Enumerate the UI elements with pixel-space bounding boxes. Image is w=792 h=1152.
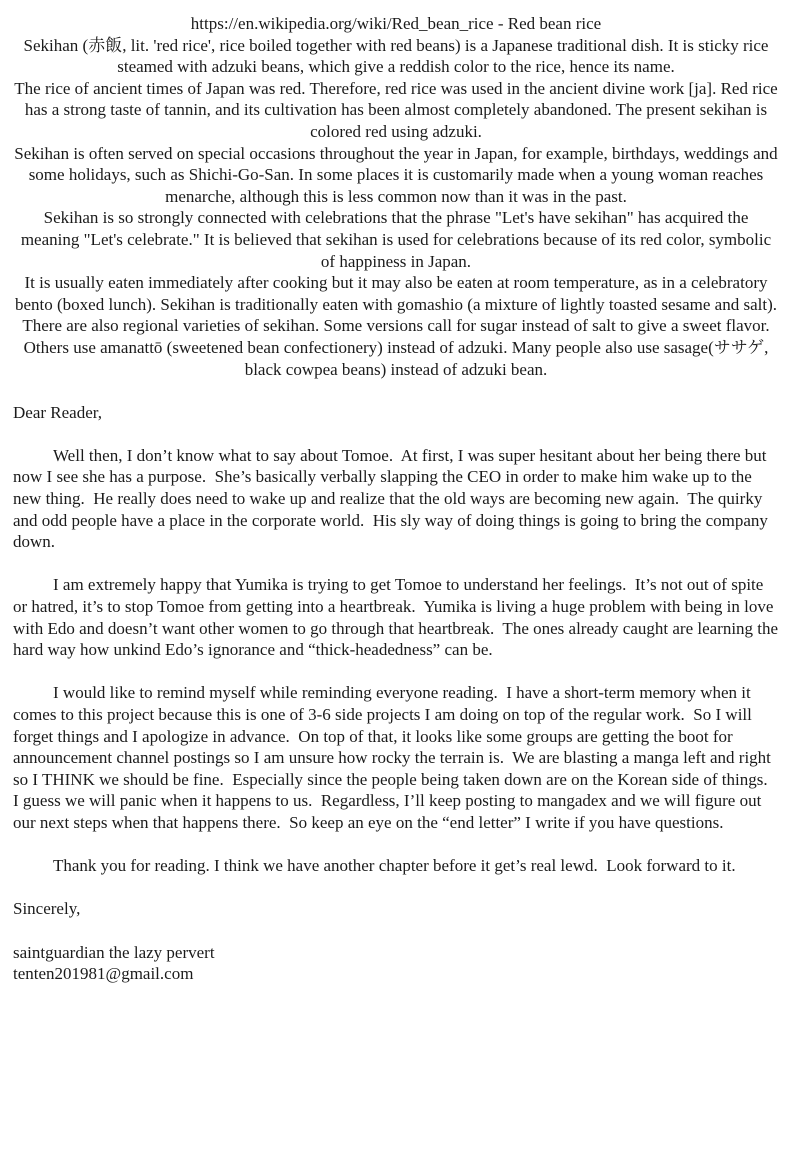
letter-paragraph-reminder: I would like to remind myself while reminding everyone reading. I have a short-term memory when it comes to this project because this is one of 3-6 side projects I am doing on top of the regular work. So I will forget things and I apologize in advance. On top of that, it looks like some groups are getting the boot for announcement channel postings so I am unsure how rocky the terrain is. We are blasting a manga left and right so I THINK we should be fine. Especially since the people being taken down are on the Korean side of things. I guess we will panic when it happens to us. Regardless, I’ll keep posting to mangadex and we will figure out our next steps when that happens there. So keep an eye on the “end letter” I write if you have questions. <box>13 683 777 832</box>
letter-paragraph-yumika: I am extremely happy that Yumika is trying to get Tomoe to understand her feelings. It’s not out of spite or hatred, it’s to stop Tomoe from getting into a heartbreak. Yumika is living a huge problem with being in love with Edo and doesn’t want other women to go through that heartbreak. The ones already caught are learning the hard way how unkind Edo’s ignorance and “thick-headedness” can be. <box>13 575 783 660</box>
letter-paragraph-tomoe: Well then, I don’t know what to say about Tomoe. At first, I was super hesitant about her being there but now I see she has a purpose. She’s basically verbally slapping the CEO in order to make him wake up to the new thing. He really does need to wake up and realize that the old ways are becoming new again. The quirky and odd people have a place in the corporate world. His sly way of doing things is going to bring the company down. <box>13 445 773 552</box>
wiki-paragraph-ancient-rice: The rice of ancient times of Japan was red. Therefore, red rice was used in the ancient divine work [ja]. Red rice has a strong taste of tannin, and its cultivation has been almost completely abandoned. The present sekihan is colored red using adzuki. <box>14 78 782 141</box>
letter-closing: Sincerely, <box>13 899 81 919</box>
letter-signature-name: saintguardian the lazy pervert <box>13 942 215 962</box>
letter-paragraph-thanks: Thank you for reading. I think we have another chapter before it get’s real lewd. Look forward to it. <box>53 856 736 876</box>
wiki-excerpt-block <box>13 13 782 380</box>
reader-letter <box>13 402 783 985</box>
letter-salutation: Dear Reader, <box>13 402 102 422</box>
wiki-paragraph-special-occasions: Sekihan is often served on special occasions throughout the year in Japan, for example, birthdays, weddings and some holidays, such as Shichi-Go-San. In some places it is customarily made when a young woman reaches menarche, although this is less common now than it was in the past. <box>14 143 782 206</box>
wiki-paragraph-sekihan-intro: Sekihan (赤飯, lit. 'red rice', rice boiled together with red beans) is a Japanese traditional dish. It is sticky rice steamed with adzuki beans, which give a reddish color to the rice, hence its name. <box>23 35 773 77</box>
wiki-source-line: https://en.wikipedia.org/wiki/Red_bean_rice - Red bean rice <box>190 14 602 33</box>
wiki-paragraph-eating-customs: It is usually eaten immediately after cooking but it may also be eaten at room temperature, as in a celebratory bento (boxed lunch). Sekihan is traditionally eaten with gomashio (a mixture of lightly toasted sesame and salt). <box>15 273 777 314</box>
letter-signature-email: tenten201981@gmail.com <box>13 964 194 984</box>
wiki-paragraph-celebrations: Sekihan is so strongly connected with celebrations that the phrase "Let's have sekihan" has acquired the meaning "Let's celebrate." It is believed that sekihan is used for celebrations because of its red color, symbolic of happiness in Japan. <box>20 208 776 271</box>
wiki-paragraph-regional-varieties: There are also regional varieties of sekihan. Some versions call for sugar instead of salt to give a sweet flavor. Others use amanattō (sweetened bean confectionery) instead of adzuki. Many people also use sasage(ササゲ, black cowpea beans) instead of adzuki bean. <box>22 316 774 379</box>
